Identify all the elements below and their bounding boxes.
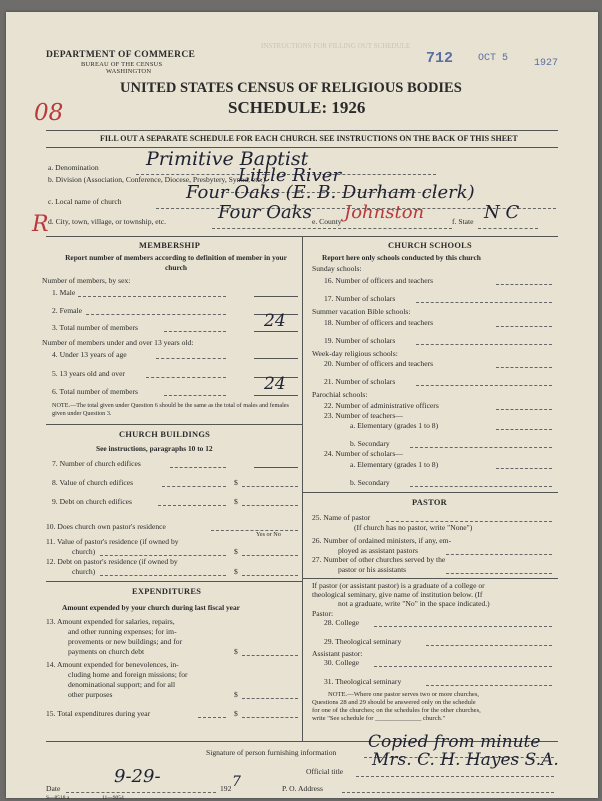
local-name-label: c. Local name of church: [48, 197, 122, 206]
expenditures-heading: EXPENDITURES: [132, 587, 202, 596]
q8-label: 8. Value of church edifices: [52, 478, 134, 487]
q28-answer-line: [374, 626, 552, 627]
state-label: f. State: [452, 217, 474, 226]
q25-label: 25. Name of pastor: [312, 513, 371, 522]
weekday-label: Week-day religious schools:: [312, 349, 398, 358]
official-title-label: Official title: [306, 767, 344, 776]
census-schedule-sheet: [6, 12, 598, 801]
q24a-answer-line: [496, 468, 552, 469]
q16-label: 16. Number of officers and teachers: [324, 276, 434, 285]
q18-answer-line: [496, 326, 552, 327]
schools-heading: CHURCH SCHOOLS: [388, 241, 473, 250]
q30-label: 30. College: [324, 658, 360, 667]
q9-answer-line: [242, 505, 298, 506]
graduate-note-line: theological seminary, give name of institution below. (If: [312, 590, 483, 599]
q12-answer-line: [242, 575, 298, 576]
q23b-answer-line: [410, 447, 552, 448]
q27-answer-line: [446, 573, 552, 574]
pastor-sub-label: Pastor:: [312, 609, 334, 618]
q16-answer-line: [496, 284, 552, 285]
q10-answer-line: [211, 530, 298, 531]
red-mark-r: R: [32, 212, 49, 237]
form-number: S—8518 a: [46, 795, 70, 801]
date-label: Date: [46, 784, 61, 793]
total-members-value: 24: [264, 311, 286, 331]
by-sex-label: Number of members, by sex:: [42, 276, 131, 285]
buildings-heading: CHURCH BUILDINGS: [119, 430, 211, 439]
received-stamp-number: 712: [426, 50, 454, 67]
leader: [158, 505, 226, 506]
q15-answer-line: [242, 717, 298, 718]
total-answer-line-2: [254, 395, 298, 396]
q27-label: 27. Number of other churches served by the: [312, 555, 446, 564]
q14-answer-line: [242, 698, 298, 699]
date-year-digit: 7: [232, 774, 241, 790]
q13-answer-line: [242, 655, 298, 656]
dollar-sign: $: [234, 478, 238, 487]
q23a-label: a. Elementary (grades 1 to 8): [350, 421, 439, 430]
leader: [100, 575, 226, 576]
bureau-name: BUREAU OF THE CENSUS: [81, 61, 163, 68]
q11-label-cont: church): [72, 547, 96, 556]
male-label: 1. Male: [52, 288, 76, 297]
dollar-sign: $: [234, 497, 238, 506]
red-mark-08: 08: [34, 100, 64, 126]
dollar-sign: $: [234, 647, 238, 656]
city-line: [212, 228, 452, 229]
q15-label: 15. Total expenditures during year: [46, 709, 151, 718]
q14-line: other purposes: [68, 690, 113, 699]
asst-pastor-label: Assistant pastor:: [312, 649, 363, 658]
pastor-heading: PASTOR: [412, 498, 447, 507]
q24b-label: b. Secondary: [350, 478, 390, 487]
leader: [164, 331, 226, 332]
total-members-label: 3. Total number of members: [52, 323, 139, 332]
po-address-label: P. O. Address: [282, 784, 323, 793]
section-divider: [302, 492, 558, 493]
official-title-line: [356, 776, 554, 777]
pastor-note: [312, 691, 481, 723]
q17-label: 17. Number of scholars: [324, 294, 396, 303]
total-members-value-2: 24: [264, 374, 286, 394]
state-line: [478, 228, 538, 229]
q24b-answer-line: [410, 486, 552, 487]
membership-heading: MEMBERSHIP: [139, 241, 201, 250]
q24-label: 24. Number of scholars—: [324, 449, 403, 458]
q31-answer-line: [426, 685, 552, 686]
leader: [170, 467, 226, 468]
leader: [86, 314, 226, 315]
q14-line: denominational support; and for all: [68, 680, 176, 689]
q30-answer-line: [374, 666, 552, 667]
signature-label: Signature of person furnishing information: [206, 748, 337, 757]
section-divider: [46, 424, 302, 425]
q11-label: 11. Value of pastor's residence (if owned by: [46, 537, 179, 546]
q24a-label: a. Elementary (grades 1 to 8): [350, 460, 439, 469]
q9-label: 9. Debt on church edifices: [52, 497, 132, 506]
leader: [100, 555, 226, 556]
q26-label-cont: ployed as assistant pastors: [338, 546, 418, 555]
q20-answer-line: [496, 367, 552, 368]
buildings-intro: See instructions, paragraphs 10 to 12: [96, 444, 213, 453]
date-value: 9-29-: [114, 766, 161, 787]
q12-label-cont: church): [72, 567, 96, 576]
q19-answer-line: [416, 344, 552, 345]
under-13-label: 4. Under 13 years of age: [52, 350, 127, 359]
date-line: [66, 792, 216, 793]
q25-answer-line: [386, 521, 552, 522]
leader: [146, 377, 226, 378]
graduate-note: [312, 581, 490, 608]
total-members-label-2: 6. Total number of members: [52, 387, 139, 396]
leader: [156, 358, 226, 359]
q14-label: [46, 660, 188, 700]
q25-hint: (If church has no pastor, write "None"): [354, 523, 473, 532]
bureau-city: WASHINGTON: [106, 68, 152, 75]
graduate-note-line: If pastor (or assistant pastor) is a graduate of a college or: [312, 581, 485, 590]
date-year-prefix: 192: [220, 784, 232, 793]
total-answer-line: [254, 331, 298, 332]
q23-label: 23. Number of teachers—: [324, 411, 403, 420]
q23a-answer-line: [496, 429, 552, 430]
summer-label: Summer vacation Bible schools:: [312, 307, 411, 316]
graduate-note-line: not a graduate, write "No" in the space indicated.): [338, 599, 490, 608]
age-label: Number of members under and over 13 years old:: [42, 338, 194, 347]
q31-label: 31. Theological seminary: [324, 677, 402, 686]
q21-answer-line: [416, 385, 552, 386]
q13-line: payments on church debt: [68, 647, 145, 656]
po-address-line: [342, 792, 554, 793]
q23b-label: b. Secondary: [350, 439, 390, 448]
bleed-through-text: INSTRUCTIONS FOR FILLING OUT SCHEDULE: [261, 42, 411, 50]
membership-note: NOTE.—The total given under Question 6 should be the same as the total of males and females given under Question 3.: [52, 402, 289, 417]
q29-answer-line: [426, 645, 552, 646]
received-stamp-year: 1927: [534, 58, 559, 69]
pastor-note-line: NOTE.—Where one pastor serves two or more churches,: [328, 691, 480, 698]
q26-label: 26. Number of ordained ministers, if any, em-: [312, 536, 452, 545]
expenditures-intro: Amount expended by your church during last fiscal year: [62, 603, 240, 612]
q10-label: 10. Does church own pastor's residence: [46, 522, 166, 531]
pastor-note-line: for one of the churches; on the schedules for the other churches,: [312, 707, 481, 714]
city-value: Four Oaks: [218, 202, 312, 223]
female-label: 2. Female: [52, 306, 82, 315]
yes-no-hint: Yes or No: [256, 531, 281, 538]
leader: [78, 296, 226, 297]
q14-line: 14. Amount expended for benevolences, in-: [46, 660, 179, 669]
q8-answer-line: [242, 486, 298, 487]
q13-line: 13. Amount expended for salaries, repairs,: [46, 617, 175, 626]
county-label: e. County: [312, 217, 342, 226]
q7-label: 7. Number of church edifices: [52, 459, 141, 468]
dollar-sign: $: [234, 709, 238, 718]
q7-answer-line: [254, 467, 298, 468]
q22-answer-line: [496, 409, 552, 410]
q27-label-cont: pastor or his assistants: [338, 565, 407, 574]
q28-label: 28. College: [324, 618, 360, 627]
pastor-note-line: write "See schedule for ______________ church.": [312, 715, 446, 722]
state-value: N C: [484, 202, 520, 223]
section-divider: [46, 581, 302, 582]
q21-label: 21. Number of scholars: [324, 377, 396, 386]
q14-line: cluding home and foreign missions; for: [68, 670, 188, 679]
membership-intro: Report number of members according to definition of member in your church: [65, 253, 287, 272]
leader: [162, 486, 226, 487]
parochial-label: Parochial schools:: [312, 390, 368, 399]
denomination-value: Primitive Baptist: [146, 148, 309, 170]
dollar-sign: $: [234, 690, 238, 699]
city-label: d. City, town, village, or township, etc.: [48, 217, 167, 226]
q29-label: 29. Theological seminary: [324, 637, 402, 646]
divider: [46, 130, 558, 131]
instruction-banner: FILL OUT A SEPARATE SCHEDULE FOR EACH CHURCH. SEE INSTRUCTIONS ON THE BACK OF THIS SHEET: [100, 134, 518, 143]
q26-answer-line: [446, 554, 552, 555]
division-label: b. Division (Association, Conference, Diocese, Presbytery, Synod, etc.): [48, 175, 266, 184]
q19-label: 19. Number of scholars: [324, 336, 396, 345]
official-title-value: Mrs. C. H. Hayes S.A.: [372, 750, 559, 770]
pastor-note-line: Questions 28 and 29 should be answered only on the schedule: [312, 699, 476, 706]
schools-intro: Report here only schools conducted by this church: [322, 253, 481, 262]
leader: [198, 717, 226, 718]
q11-answer-line: [242, 555, 298, 556]
received-stamp-date: OCT 5: [478, 53, 509, 64]
department-name: DEPARTMENT OF COMMERCE: [46, 50, 196, 60]
column-divider: [302, 236, 303, 741]
q13-line: and other running expenses; for im-: [68, 627, 177, 636]
q17-answer-line: [416, 302, 552, 303]
local-name-value: Four Oaks (E. B. Durham clerk): [186, 182, 475, 203]
male-answer-line: [254, 296, 298, 297]
denomination-label: a. Denomination: [48, 163, 99, 172]
q12-label: 12. Debt on pastor's residence (if owned by: [46, 557, 178, 566]
over-13-label: 5. 13 years old and over: [52, 369, 125, 378]
q22-label: 22. Number of administrative officers: [324, 401, 439, 410]
print-number: 11—9054: [102, 795, 124, 801]
sunday-label: Sunday schools:: [312, 264, 362, 273]
division-value: Little River: [238, 165, 342, 186]
q13-line: provements or new buildings; and for: [68, 637, 183, 646]
section-divider: [302, 578, 558, 579]
dollar-sign: $: [234, 567, 238, 576]
q13-label: [46, 617, 182, 657]
leader: [164, 395, 226, 396]
q18-label: 18. Number of officers and teachers: [324, 318, 434, 327]
under-13-answer-line: [254, 358, 298, 359]
county-value: Johnston: [344, 202, 425, 223]
schedule-title: SCHEDULE: 1926: [228, 98, 366, 117]
dollar-sign: $: [234, 547, 238, 556]
form-title: UNITED STATES CENSUS OF RELIGIOUS BODIES: [120, 80, 462, 96]
signature-value: Copied from minute: [368, 732, 541, 752]
q20-label: 20. Number of officers and teachers: [324, 359, 434, 368]
